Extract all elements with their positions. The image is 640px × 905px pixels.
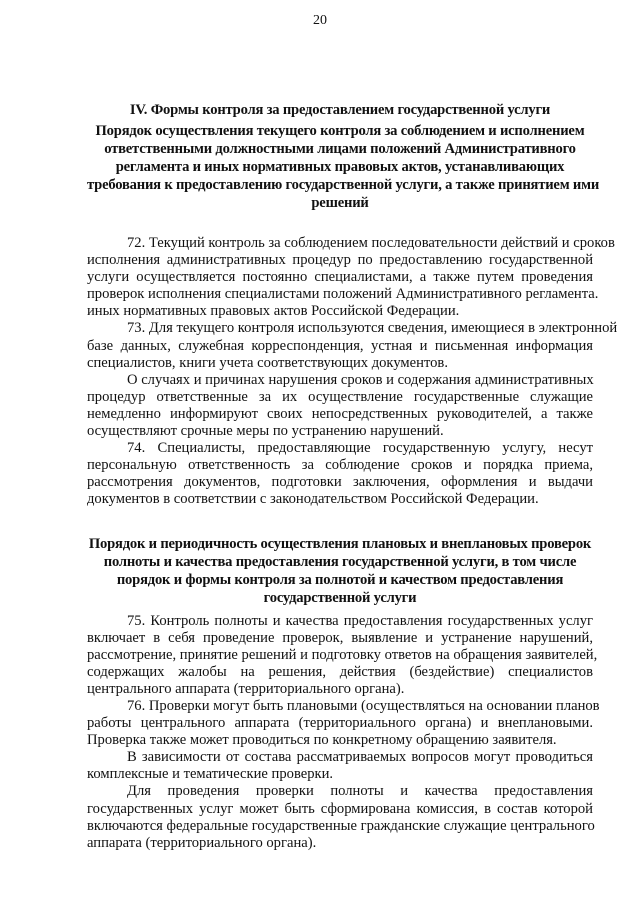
text-line: В зависимости от состава рассматриваемых вопросов могут проводиться bbox=[127, 749, 593, 766]
text-line: осуществляют срочные меры по устранению нарушений. bbox=[87, 423, 444, 440]
heading-line: государственной услуги bbox=[263, 589, 417, 606]
text-line: центрального аппарата (территориального органа). bbox=[87, 680, 405, 697]
heading-line: порядок и формы контроля за полнотой и качеством предоставления bbox=[116, 571, 564, 588]
heading-line: решений bbox=[311, 195, 369, 211]
paragraph bbox=[87, 697, 600, 749]
text-line: персональную ответственность за соблюдение сроков и порядка приема, bbox=[87, 457, 593, 474]
text-line: иных нормативных правовых актов Российской Федерации. bbox=[87, 303, 460, 320]
text-line: Проверка также может проводиться по конкретному обращению заявителя. bbox=[87, 732, 557, 749]
heading-line: Порядок осуществления текущего контроля за соблюдением и исполнением bbox=[95, 123, 585, 139]
text-line: процедур ответственные за их осуществление государственные служащие bbox=[87, 388, 593, 405]
text-line: Для проведения проверки полноты и качества предоставления bbox=[127, 783, 593, 800]
heading-line: ответственными должностными лицами положений Административного bbox=[104, 141, 576, 157]
text-line: базе данных, служебная корреспонденция, устная и письменная информация bbox=[87, 337, 593, 354]
paragraph bbox=[87, 320, 618, 371]
text-line: проверок исполнения специалистами положений Административного регламента. bbox=[87, 286, 599, 303]
paragraph bbox=[87, 440, 593, 508]
text-line: государственных услуг может быть сформирована комиссия, в состав которой bbox=[87, 800, 593, 817]
body-block-2 bbox=[87, 612, 600, 852]
heading-line: требования к предоставлению государственной услуги, а также принятием ими bbox=[87, 177, 600, 193]
text-line: немедленно информируют своих непосредственных руководителей, а также bbox=[87, 405, 593, 422]
heading-line: полноты и качества предоставления государственной услуги, в том числе bbox=[103, 553, 577, 570]
text-line: включаются федеральные государственные гражданские служащие центрального bbox=[87, 817, 595, 834]
text-line: специалистов, книги учета соответствующих документов. bbox=[87, 354, 448, 371]
text-line: комплексные и тематические проверки. bbox=[87, 766, 334, 783]
text-line: рассмотрение, принятие решений и подготовку ответов на обращения заявителей, bbox=[87, 646, 598, 663]
paragraph bbox=[87, 749, 593, 783]
text-line: 72. Текущий контроль за соблюдением последовательности действий и сроков bbox=[127, 235, 615, 251]
text-line: включает в себя проведение проверок, выявление и устранение нарушений, bbox=[87, 629, 593, 646]
heading-line: Порядок и периодичность осуществления плановых и внеплановых проверок bbox=[88, 535, 592, 552]
paragraph bbox=[87, 372, 593, 440]
paragraph bbox=[87, 235, 615, 320]
heading-line: регламента и иных нормативных правовых актов, устанавливающих bbox=[115, 159, 565, 175]
body-block-1 bbox=[87, 235, 618, 509]
text-line: О случаях и причинах нарушения сроков и содержания административных bbox=[127, 371, 594, 388]
paragraph bbox=[87, 783, 593, 851]
text-line: документов в соответствии с законодательством Российской Федерации. bbox=[87, 491, 539, 508]
text-line: содержащих жалобы на решения, действия (бездействие) специалистов bbox=[87, 663, 593, 680]
text-line: 74. Специалисты, предоставляющие государственную услугу, несут bbox=[127, 440, 593, 457]
text-line: аппарата (территориального органа). bbox=[87, 834, 317, 851]
text-line: 75. Контроль полноты и качества предоставления государственных услуг bbox=[127, 612, 593, 629]
text-line: исполнения административных процедур по предоставлению государственной bbox=[87, 252, 593, 269]
subheading-inspections bbox=[87, 535, 593, 607]
text-line: 76. Проверки могут быть плановыми (осуществляться на основании планов bbox=[127, 697, 600, 714]
heading-line: IV. Формы контроля за предоставлением государственной услуги bbox=[129, 102, 551, 118]
text-line: услуги осуществляется постоянно специалистами, а также путем проведения bbox=[87, 269, 593, 286]
section-title bbox=[87, 101, 593, 119]
text-line: работы центрального аппарата (территориального органа) и внеплановыми. bbox=[87, 715, 593, 732]
text-line: 73. Для текущего контроля используются сведения, имеющиеся в электронной bbox=[127, 320, 618, 337]
paragraph bbox=[87, 612, 598, 698]
page-number: 20 bbox=[313, 13, 327, 28]
subheading-current-control bbox=[87, 122, 600, 212]
text-line: рассмотрения документов, подготовки заключения, оформления и выдачи bbox=[87, 474, 593, 491]
